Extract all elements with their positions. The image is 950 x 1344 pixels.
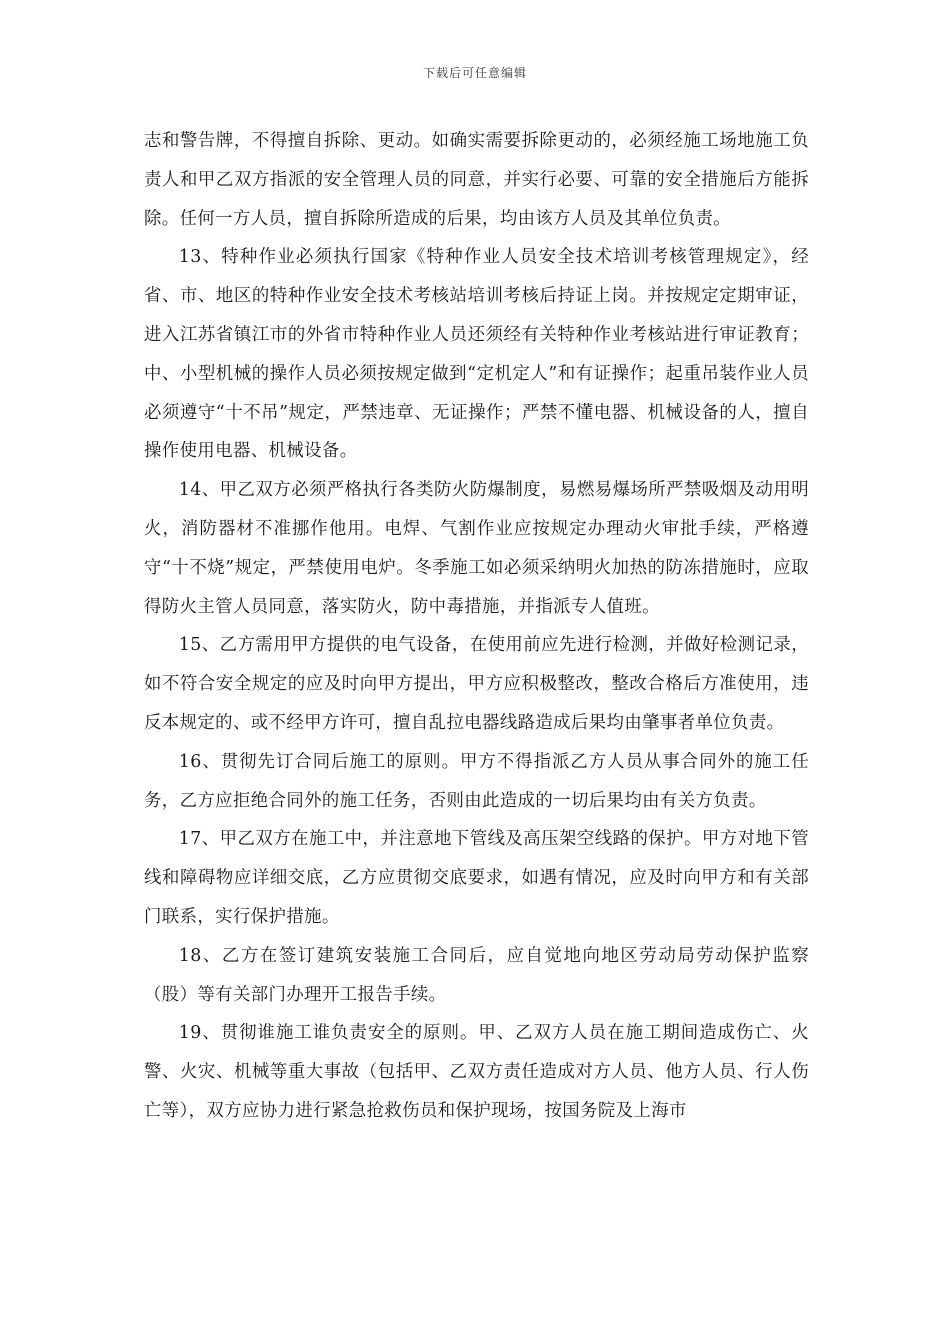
paragraph-continued: 志和警告牌，不得擅自拆除、更动。如确实需要拆除更动的，必须经施工场地施工负责人和甲乙双方指派的安全管理人员的同意，并实行必要、可靠的安全措施后方能拆除。任何一方人员，擅自拆除所造成的后果，均由该方人员及其单位负责。 [144, 131, 809, 229]
paragraph-item-15: 15、乙方需用甲方提供的电气设备，在使用前应先进行检测，并做好检测记录，如不符合安全规定的应及时向甲方提出，甲方应积极整改，整改合格后方准使用，违反本规定的、或不经甲方许可，擅自乱拉电器线路造成后果均由肇事者单位负责。 [144, 635, 809, 733]
page-header: 下载后可任意编辑 [422, 66, 527, 80]
paragraph-item-14: 14、甲乙双方必须严格执行各类防火防爆制度，易燃易爆场所严禁吸烟及动用明火，消防器材不准挪作他用。电焊、气割作业应按规定办理动火审批手续，严格遵守“十不烧”规定，严禁使用电炉。冬季施工如必须采纳明火加热的防冻措施时，应取得防火主管人员同意，落实防火，防中毒措施，并指派专人值班。 [144, 480, 809, 617]
paragraph-item-18: 18、乙方在签订建筑安装施工合同后，应自觉地向地区劳动局劳动保护监察（股）等有关部门办理开工报告手续。 [144, 945, 809, 1005]
document-body [144, 122, 809, 1131]
paragraph-item-13: 13、特种作业必须执行国家《特种作业人员安全技术培训考核管理规定》，经省、市、地区的特种作业安全技术考核站培训考核后持证上岗。并按规定定期审证，进入江苏省镇江市的外省市特种作业人员还须经有关特种作业考核站进行审证教育；中、小型机械的操作人员必须按规定做到“定机定人”和有证操作；起重吊装作业人员必须遵守“十不吊”规定，严禁违章、无证操作；严禁不懂电器、机械设备的人，擅自操作使用电器、机械设备。 [144, 247, 809, 462]
paragraph-item-17: 17、甲乙双方在施工中，并注意地下管线及高压架空线路的保护。甲方对地下管线和障碍物应详细交底，乙方应贯彻交底要求，如遇有情况，应及时向甲方和有关部门联系，实行保护措施。 [144, 829, 809, 927]
paragraph-item-19: 19、贯彻谁施工谁负责安全的原则。甲、乙双方人员在施工期间造成伤亡、火警、火灾、机械等重大事故（包括甲、乙双方责任造成对方人员、他方人员、行人伤亡等），双方应协力进行紧急抢救伤员和保护现场，按国务院及上海市 [144, 1023, 809, 1121]
paragraph-item-16: 16、贯彻先订合同后施工的原则。甲方不得指派乙方人员从事合同外的施工任务，乙方应拒绝合同外的施工任务，否则由此造成的一切后果均由有关方负责。 [144, 751, 809, 811]
